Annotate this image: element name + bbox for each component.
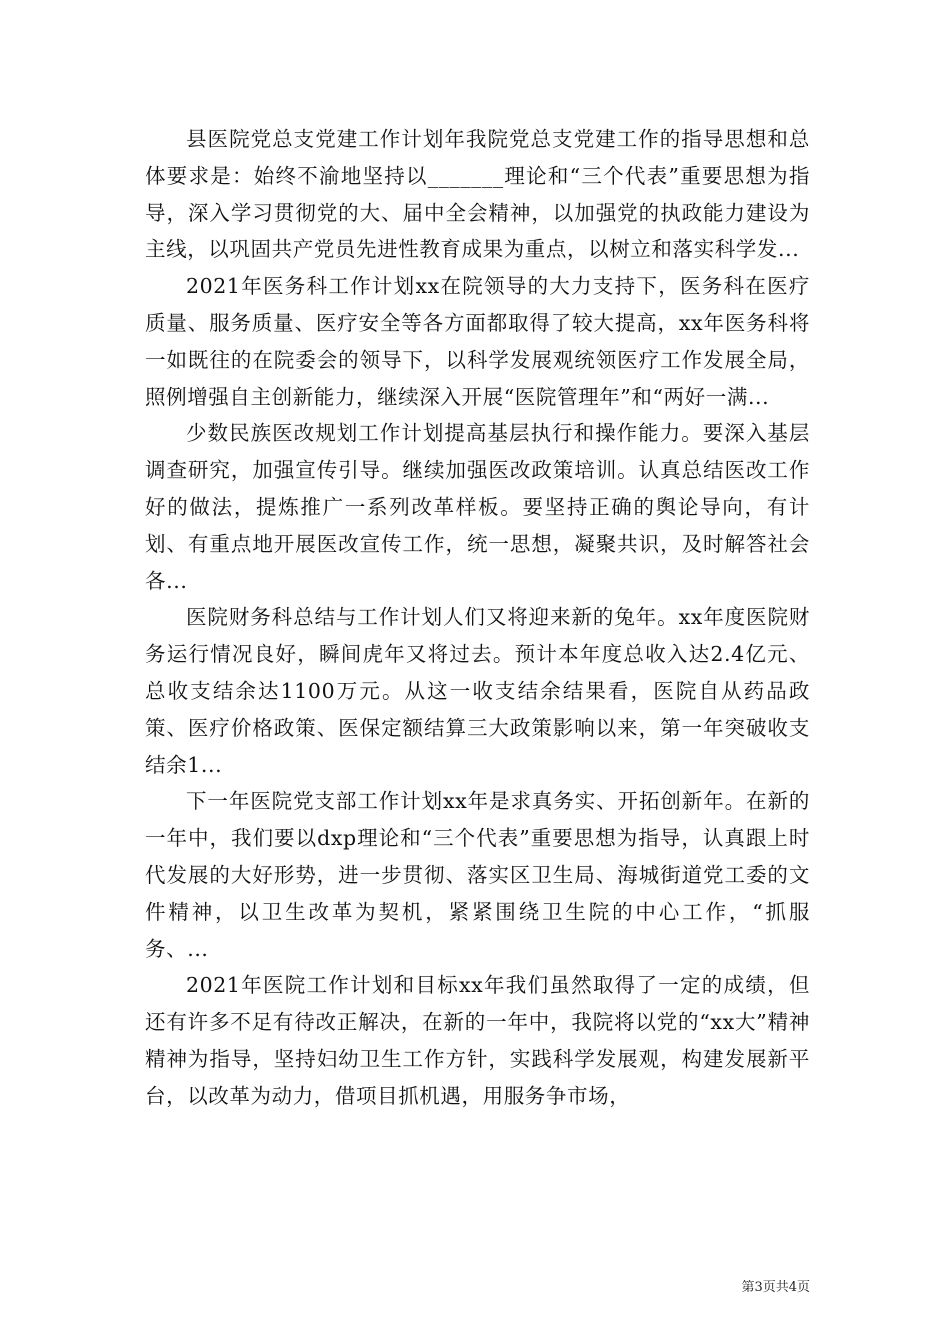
paragraph-ethnic-reform-plan: 少数民族医改规划工作计划提高基层执行和操作能力。要深入基层调查研究，加强宣传引导。继续加强医改政策培训。认真总结医改工作好的做法，提炼推广一系列改革样板。要坚持正确的舆论导向，有计划、有重点地开展医改宣传工作，统一思想，凝聚共识，及时解答社会各...: [145, 421, 810, 593]
paragraph-medical-affairs-plan: 2021年医务科工作计划xx在院领导的大力支持下，医务科在医疗质量、服务质量、医疗安全等各方面都取得了较大提高，xx年医务科将一如既往的在院委会的领导下，以科学发展观统领医疗工作发展全局，照例增强自主创新能力，继续深入开展“医院管理年”和“两好一满...: [145, 274, 810, 409]
paragraph-hospital-goals: 2021年医院工作计划和目标xx年我们虽然取得了一定的成绩，但还有许多不足有待改正解决，在新的一年中，我院将以党的“xx大”精神精神为指导，坚持妇幼卫生工作方针，实践科学发展观，构建发展新平台，以改革为动力，借项目抓机遇，用服务争市场，: [145, 973, 810, 1108]
paragraph-next-year-party-plan: 下一年医院党支部工作计划xx年是求真务实、开拓创新年。在新的一年中，我们要以dxp理论和“三个代表”重要思想为指导，认真跟上时代发展的大好形势，进一步贯彻、落实区卫生局、海城街道党工委的文件精神，以卫生改革为契机，紧紧围绕卫生院的中心工作，“抓服务、...: [145, 789, 810, 961]
paragraph-party-branch-plan: 县医院党总支党建工作计划年我院党总支党建工作的指导思想和总体要求是：始终不渝地坚持以_______理论和“三个代表”重要思想为指导，深入学习贯彻党的大、届中全会精神，以加强党的执政能力建设为主线，以巩固共产党员先进性教育成果为重点，以树立和落实科学发...: [145, 127, 810, 262]
document-body: [145, 121, 810, 1115]
paragraph-finance-summary: 医院财务科总结与工作计划人们又将迎来新的兔年。xx年度医院财务运行情况良好，瞬间虎年又将过去。预计本年度总收入达2.4亿元、总收支结余达1100万元。从这一收支结余结果看，医院自从药品政策、医疗价格政策、医保定额结算三大政策影响以来，第一年突破收支结余1...: [145, 605, 810, 777]
page-number: 第3页共4页: [741, 1280, 810, 1295]
